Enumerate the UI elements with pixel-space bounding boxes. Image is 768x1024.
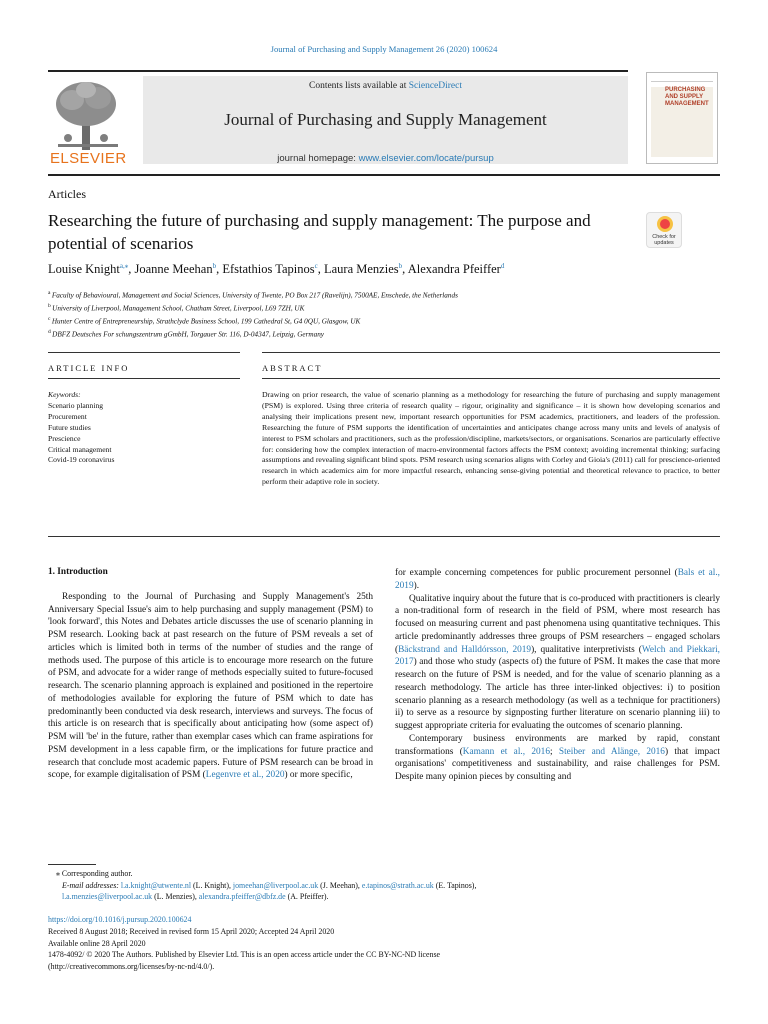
paragraph xyxy=(395,567,720,593)
email-link[interactable]: l.a.menzies@liverpool.ac.uk xyxy=(62,892,153,902)
author-name[interactable]: Louise Knight xyxy=(48,262,120,277)
email-link[interactable]: l.a.knight@utwente.nl xyxy=(120,880,192,890)
citation-link[interactable]: Welch and Piekkari, 2017 xyxy=(395,644,720,668)
email-link[interactable]: alexandra.pfeiffer@dbfz.de xyxy=(198,892,286,902)
paragraph-text: ) or more specific, xyxy=(284,770,353,781)
journal-reference[interactable]: Journal of Purchasing and Supply Management 26 (2020) 100624 xyxy=(270,44,498,54)
author-separator: , xyxy=(128,262,135,277)
affiliation-marker: c xyxy=(48,315,52,322)
email-label: E-mail addresses: xyxy=(62,880,121,890)
author-affiliation-marker[interactable]: a,⁎ xyxy=(119,262,129,270)
paragraph-text: Qualitative inquiry about the future that is co-produced with practitioners is clearly a non-traditional form of research in the field of PSM, where most research has focused on measuring current and past phenomena using quantitative techniques. This article predominantly addresses three groups of PSM researchers – engaged scholars ( xyxy=(395,593,720,655)
keyword: Critical management xyxy=(48,444,112,454)
citation-link[interactable]: Bäckstrand and Halldórsson, 2019 xyxy=(398,644,532,655)
paragraph xyxy=(395,733,720,784)
affiliation-line xyxy=(48,327,458,340)
affiliation-marker: a xyxy=(48,290,52,296)
author-separator: , xyxy=(402,262,408,277)
citation-link[interactable]: Bals et al., 2019 xyxy=(395,568,721,591)
paragraph-text: ) and those who study (aspects of) the future of PSM. It makes the case that more research on the future of PSM is needed, and for the value of scenario planning as a research methodology. The article has three inter-linked objectives: i) to position scenario planning as a research methodology (as well as a technique for practitioners) ii) to serve as a resource by signposting further literature on scenario planning iii) to suggest appropriate criteria for evaluating the outcomes of scenario planning. xyxy=(395,657,720,731)
email-owner: (L. Knight), xyxy=(191,880,233,890)
available-online: Available online 28 April 2020 xyxy=(48,938,146,948)
abstract-subrule xyxy=(262,378,720,379)
affiliation-line xyxy=(48,301,458,314)
citation-link[interactable]: Kamann et al., 2016 xyxy=(462,746,550,757)
affiliation-text: Faculty of Behavioural, Management and Social Sciences, University of Twente, PO Box 217 (Ravelijn), 7500AE, Enschede, the Netherlands xyxy=(51,291,458,300)
intro-heading: 1. Introduction xyxy=(48,567,108,577)
intro-paragraph xyxy=(48,591,373,782)
affiliation-text: Hunter Centre of Entrepreneurship, Strathclyde Business School, 199 Cathedral St, G4 0QU, Glasgow, UK xyxy=(51,317,361,326)
received-dates: Received 8 August 2018; Received in revised form 15 April 2020; Accepted 24 April 2020 xyxy=(48,926,335,936)
paper-title: Researching the future of purchasing and supply management: The purpose and potential of scenarios xyxy=(48,211,591,253)
publication-info xyxy=(48,914,728,973)
check-updates-label: Check for updates xyxy=(652,234,676,246)
email-owner: (L. Menzies), xyxy=(152,892,199,902)
section-label: Articles xyxy=(48,187,86,201)
keyword: Future studies xyxy=(48,422,91,432)
paragraph-text: ), qualitative interpretivists ( xyxy=(531,644,642,655)
license-statement: 1478-4092/ © 2020 The Authors. Published by Elsevier Ltd. This is an open access article under the CC BY-NC-ND license xyxy=(48,950,441,960)
author-name[interactable]: Joanne Meehan xyxy=(134,262,213,277)
paragraph-text: for example concerning competences for public procurement personnel ( xyxy=(395,568,678,578)
affiliation-marker: d xyxy=(48,328,53,335)
email-addresses xyxy=(48,880,728,903)
affiliation-marker: b xyxy=(48,302,53,309)
journal-title: Journal of Purchasing and Supply Management xyxy=(224,110,547,129)
paragraph-text: ) that impact organisations' competitiveness and sustainability, and raise challenges for PSM. Despite many opinion pieces by consulting and xyxy=(395,746,720,782)
affiliation-text: DBFZ Deutsches For schungszentrum gGmbH, Torgauer Str. 116, D-04347, Leipzig, Germany xyxy=(52,330,324,339)
footnotes xyxy=(48,868,728,903)
left-column xyxy=(48,566,373,782)
keywords-label: Keywords: xyxy=(48,390,81,399)
citation-link[interactable]: Steiber and Alänge, 2016 xyxy=(558,746,665,757)
email-owner: (E. Tapinos), xyxy=(433,880,477,890)
cover-header xyxy=(651,76,713,82)
author-separator: , xyxy=(216,262,223,277)
paragraph xyxy=(395,593,720,733)
author-affiliation-marker[interactable]: b xyxy=(212,262,217,270)
author-name[interactable]: Efstathios Tapinos xyxy=(222,262,315,277)
corresponding-author-note: ⁎ Corresponding author. xyxy=(56,869,133,878)
license-url: (http://creativecommons.org/licenses/by-nc-nd/4.0/). xyxy=(48,962,215,972)
keywords-list xyxy=(48,390,114,466)
contents-prefix: Contents lists available at xyxy=(308,81,409,91)
affiliations xyxy=(48,288,458,340)
elsevier-wordmark: ELSEVIER xyxy=(50,150,127,167)
homepage-link[interactable]: www.elsevier.com/locate/pursup xyxy=(358,153,494,164)
right-column xyxy=(395,567,720,784)
email-owner: (A. Pfeiffer). xyxy=(285,892,329,902)
author-name[interactable]: Laura Menzies xyxy=(324,262,399,277)
sciencedirect-link[interactable]: ScienceDirect xyxy=(408,81,462,91)
abstract-text: Drawing on prior research, the value of scenario planning as a methodology for researching the future of purchasing and supply management (PSM) is explored. Using three criteria of research quality – rigour, originality and significance – it is shown how developing scenarios and analysing their implications present new, important research opportunities for PSM academics, practitioners, and leaders of the profession. Researching the future of PSM supports the identification of uncertainties and anticipates change across many units and levels of analysis of interest to PSM scholars and practitioners, such as the profession/discipline, markets/sectors, or organisations. Scenarios are particularly effective for: considering how the complex interaction of macro-environmental factors affects the PSM context; avoiding incremental thinking; surfacing assumptions and revealing significant blind spots. PSM research using scenarios aligns with Corley and Gioia's (2011) call for prescience-oriented research in which academics aim for more impactful research, enhancing sense-giving potential and theoretical relevance to practice, to better perform their adaptive role in society. xyxy=(262,390,720,487)
check-updates-icon xyxy=(657,216,673,232)
abstract-heading: ABSTRACT xyxy=(262,363,323,373)
citation-link[interactable]: Legenvre et al., 2020 xyxy=(205,770,285,781)
doi-link[interactable]: https://doi.org/10.1016/j.pursup.2020.100624 xyxy=(48,915,192,924)
keyword: Procurement xyxy=(48,411,87,421)
author-affiliation-marker[interactable]: c xyxy=(314,262,318,270)
cover-title: PURCHASING AND SUPPLY MANAGEMENT xyxy=(665,87,709,107)
author-affiliation-marker[interactable]: d xyxy=(500,262,505,270)
homepage-line xyxy=(143,153,628,164)
article-info-rule xyxy=(48,352,240,353)
abstract-rule xyxy=(262,352,720,353)
masthead-divider xyxy=(48,174,720,176)
paragraph-text: Contemporary business environments are marked by rapid, constant transformations ( xyxy=(395,733,720,757)
article-info-heading: ARTICLE INFO xyxy=(48,363,130,373)
affiliation-text: University of Liverpool, Management School, Chatham Street, Liverpool, L69 7ZH, UK xyxy=(52,304,305,313)
homepage-prefix: journal homepage: xyxy=(277,153,359,164)
keyword: Covid-19 coronavirus xyxy=(48,455,115,465)
email-link[interactable]: e.tapinos@strath.ac.uk xyxy=(361,880,434,890)
keyword: Scenario planning xyxy=(48,400,104,410)
body-divider xyxy=(48,536,720,537)
author-separator: , xyxy=(317,262,324,277)
author-list xyxy=(48,262,504,277)
email-owner: (J. Meehan), xyxy=(318,880,362,890)
author-affiliation-marker[interactable]: b xyxy=(398,262,403,270)
affiliation-line xyxy=(48,314,458,327)
paragraph-text: ). xyxy=(413,580,420,591)
journal-cover-thumbnail[interactable] xyxy=(646,72,718,164)
affiliation-line xyxy=(48,288,458,301)
paragraph-text: Responding to the Journal of Purchasing and Supply Management's 25th Anniversary Special Issue's aim to help purchasing and supply management (PSM) to 'look forward', this Notes and Debates article discusses the use of scenario planning in PSM research. Looking back at past research on the future of PSM reveals a set of articles which is limited both in terms of the number of studies and the range of methods used. The purpose of this article is to encourage more research on the future of PSM, and advocate for a wider range of methods especially suited to future-focused research. The scenario planning approach is explained and positioned in the repertoire of methodologies available for exploring the future of PSM which to date has predominantly been conducted via desk research, interviews and surveys. The focus of this article is on research that is specifically about anticipating how (some aspect of) PSM will 'be' in the future, rather than exemplar cases which can frame aspirations for PSM development in a less capable firm, or the implications for future practice and research that conclude most academic papers. Future of PSM research can be broad in scope, for example digitalisation of PSM ( xyxy=(48,591,373,781)
footnote-rule xyxy=(48,864,96,865)
masthead xyxy=(48,70,628,166)
email-link[interactable]: jomeehan@liverpool.ac.uk xyxy=(232,880,319,890)
author-name[interactable]: Alexandra Pfeiffer xyxy=(407,262,501,277)
check-for-updates-button[interactable] xyxy=(646,212,682,248)
masthead-banner xyxy=(143,76,628,164)
contents-line xyxy=(143,81,628,91)
keyword: Prescience xyxy=(48,433,81,443)
article-info-subrule xyxy=(48,378,240,379)
paragraph-text: ; xyxy=(549,746,559,757)
